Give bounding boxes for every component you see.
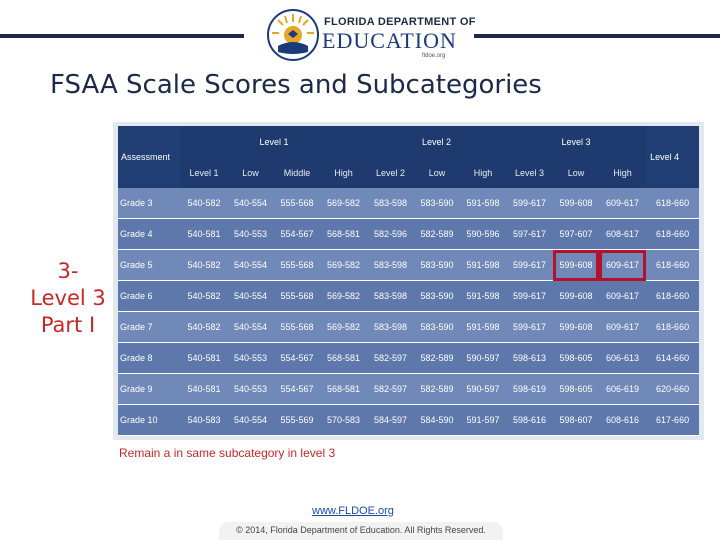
header-level-3: Level 3	[506, 126, 646, 157]
grade-cell: Grade 3	[118, 188, 181, 219]
score-cell: 606-619	[599, 374, 646, 405]
score-cell: 582-589	[414, 374, 460, 405]
score-cell: 591-598	[460, 250, 506, 281]
score-cell: 540-554	[227, 250, 274, 281]
score-cell: 598-616	[506, 405, 553, 436]
score-cell: 599-617	[506, 281, 553, 312]
org-name-main: EDUCATION	[322, 28, 457, 53]
score-cell: 582-597	[367, 343, 414, 374]
score-cell: 540-582	[181, 188, 227, 219]
side-label-line: 3-	[57, 259, 79, 283]
score-cell: 598-613	[506, 343, 553, 374]
grade-cell: Grade 10	[118, 405, 181, 436]
score-cell: 597-607	[553, 219, 599, 250]
score-cell: 599-608	[553, 312, 599, 343]
grade-cell: Grade 9	[118, 374, 181, 405]
score-cell: 583-598	[367, 281, 414, 312]
header-bar-right	[474, 34, 720, 38]
score-cell: 540-553	[227, 219, 274, 250]
score-cell: 591-598	[460, 188, 506, 219]
score-cell: 583-598	[367, 312, 414, 343]
header-level-2: Level 2	[367, 126, 506, 157]
table-row	[118, 312, 699, 343]
score-cell: 598-605	[553, 343, 599, 374]
score-cell: 568-581	[320, 219, 367, 250]
score-cell: 555-568	[274, 188, 320, 219]
score-cell: 620-660	[646, 374, 699, 405]
score-cell: 583-590	[414, 250, 460, 281]
score-cell: 569-582	[320, 188, 367, 219]
score-cell: 584-597	[367, 405, 414, 436]
fldoe-logo	[262, 6, 476, 64]
scale-score-table-image	[113, 122, 704, 440]
table-row	[118, 250, 699, 281]
score-cell: 591-598	[460, 312, 506, 343]
score-cell: 582-589	[414, 219, 460, 250]
score-cell: 540-554	[227, 188, 274, 219]
score-cell: 598-619	[506, 374, 553, 405]
score-cell: 555-568	[274, 281, 320, 312]
subheader: Middle	[274, 157, 320, 188]
side-label-line: Level 3	[30, 286, 106, 310]
score-cell: 606-613	[599, 343, 646, 374]
table-row	[118, 188, 699, 219]
score-cell: 598-607	[553, 405, 599, 436]
score-cell: 583-590	[414, 281, 460, 312]
score-cell: 617-660	[646, 405, 699, 436]
grade-cell: Grade 8	[118, 343, 181, 374]
subheader: High	[460, 157, 506, 188]
score-cell: 590-597	[460, 374, 506, 405]
score-cell: 599-617	[506, 188, 553, 219]
score-cell: 618-660	[646, 312, 699, 343]
subheader: High	[320, 157, 367, 188]
score-cell: 599-608	[553, 188, 599, 219]
score-cell: 540-553	[227, 343, 274, 374]
score-cell: 618-660	[646, 219, 699, 250]
score-cell: 583-590	[414, 188, 460, 219]
side-label	[28, 258, 108, 339]
score-cell: 608-616	[599, 405, 646, 436]
highlighted-score-cell: 609-617	[599, 250, 646, 281]
copyright-text: © 2014, Florida Department of Education. All Rights Reserved.	[236, 525, 486, 535]
slide-title: FSAA Scale Scores and Subcategories	[50, 70, 542, 100]
score-cell: 554-567	[274, 374, 320, 405]
score-cell: 618-660	[646, 281, 699, 312]
score-cell: 540-583	[181, 405, 227, 436]
score-cell: 540-554	[227, 405, 274, 436]
score-cell: 614-660	[646, 343, 699, 374]
side-label-line: Part I	[40, 313, 96, 337]
score-cell: 599-608	[553, 281, 599, 312]
highlighted-score-cell: 599-608	[553, 250, 599, 281]
grade-cell: Grade 5	[118, 250, 181, 281]
score-cell: 555-568	[274, 312, 320, 343]
score-cell: 540-553	[227, 374, 274, 405]
score-cell: 540-554	[227, 312, 274, 343]
score-cell: 608-617	[599, 219, 646, 250]
score-cell: 555-569	[274, 405, 320, 436]
score-cell: 582-596	[367, 219, 414, 250]
subheader: Low	[227, 157, 274, 188]
subheader: Low	[414, 157, 460, 188]
copyright-footer	[219, 522, 503, 540]
score-cell: 618-660	[646, 250, 699, 281]
table-row	[118, 281, 699, 312]
header-bar-left	[0, 34, 244, 38]
table-row	[118, 219, 699, 250]
score-cell: 590-596	[460, 219, 506, 250]
subheader: Level 1	[181, 157, 227, 188]
score-cell: 591-597	[460, 405, 506, 436]
score-cell: 609-617	[599, 312, 646, 343]
score-cell: 583-590	[414, 312, 460, 343]
score-cell: 568-581	[320, 374, 367, 405]
subheader: High	[599, 157, 646, 188]
header-assessment: Assessment	[118, 126, 181, 188]
score-cell: 540-582	[181, 281, 227, 312]
table-row	[118, 405, 699, 436]
subcategory-note: Remain a in same subcategory in level 3	[119, 446, 336, 460]
score-cell: 568-581	[320, 343, 367, 374]
grade-cell: Grade 7	[118, 312, 181, 343]
fldoe-website-link[interactable]: www.FLDOE.org	[312, 505, 394, 517]
score-cell: 618-660	[646, 188, 699, 219]
score-cell: 597-617	[506, 219, 553, 250]
score-cell: 540-581	[181, 343, 227, 374]
org-url: fldoe.org	[422, 53, 446, 59]
score-cell: 540-581	[181, 219, 227, 250]
org-name-top: FLORIDA DEPARTMENT OF	[324, 16, 476, 28]
score-cell: 569-582	[320, 312, 367, 343]
score-cell: 569-582	[320, 250, 367, 281]
score-cell: 582-589	[414, 343, 460, 374]
score-cell: 570-583	[320, 405, 367, 436]
score-cell: 554-567	[274, 343, 320, 374]
score-cell: 554-567	[274, 219, 320, 250]
subheader: Low	[553, 157, 599, 188]
score-cell: 584-590	[414, 405, 460, 436]
subheader: Level 2	[367, 157, 414, 188]
score-cell: 583-598	[367, 188, 414, 219]
score-cell: 540-582	[181, 250, 227, 281]
score-cell: 590-597	[460, 343, 506, 374]
score-cell: 540-554	[227, 281, 274, 312]
score-cell: 555-568	[274, 250, 320, 281]
table-row	[118, 343, 699, 374]
score-cell: 609-617	[599, 188, 646, 219]
header-level-4: Level 4	[646, 126, 699, 188]
score-cell: 591-598	[460, 281, 506, 312]
score-cell: 540-582	[181, 312, 227, 343]
scale-score-table	[118, 126, 699, 436]
grade-cell: Grade 6	[118, 281, 181, 312]
table-row	[118, 374, 699, 405]
score-cell: 569-582	[320, 281, 367, 312]
score-cell: 599-617	[506, 250, 553, 281]
score-cell: 599-617	[506, 312, 553, 343]
florida-seal-icon	[266, 8, 320, 62]
subheader: Level 3	[506, 157, 553, 188]
score-cell: 582-597	[367, 374, 414, 405]
grade-cell: Grade 4	[118, 219, 181, 250]
score-cell: 583-598	[367, 250, 414, 281]
header-level-1: Level 1	[181, 126, 367, 157]
score-cell: 609-617	[599, 281, 646, 312]
score-cell: 540-581	[181, 374, 227, 405]
score-cell: 598-605	[553, 374, 599, 405]
